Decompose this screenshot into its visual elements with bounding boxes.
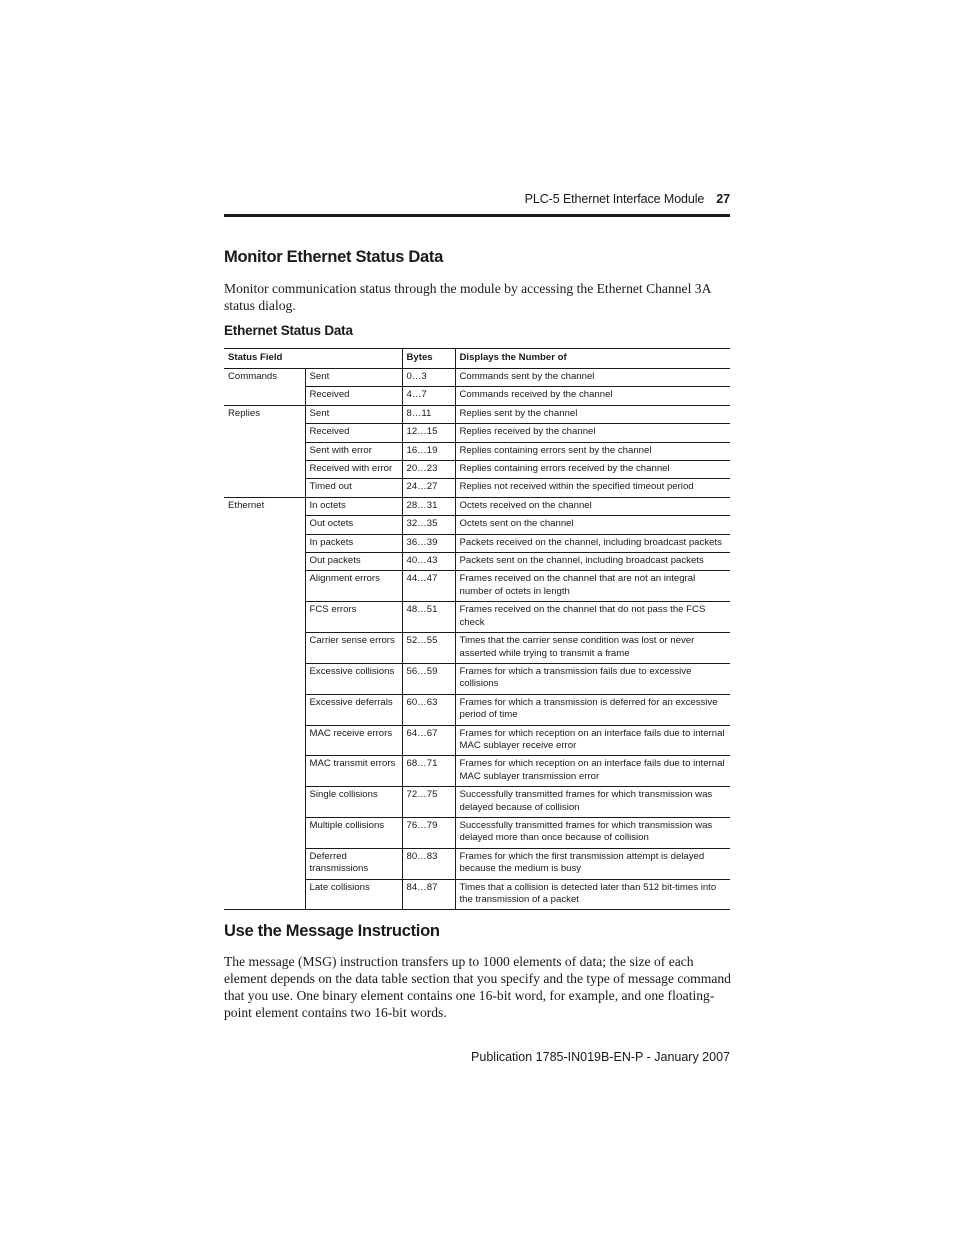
column-header-status-field: Status Field (224, 349, 402, 369)
field-cell: Single collisions (305, 787, 402, 818)
bytes-cell: 28…31 (402, 497, 455, 515)
bytes-cell: 12…15 (402, 424, 455, 442)
description-cell: Replies not received within the specified timeout period (455, 479, 730, 497)
field-cell: Alignment errors (305, 571, 402, 602)
column-header-bytes: Bytes (402, 349, 455, 369)
field-cell: MAC transmit errors (305, 756, 402, 787)
bytes-cell: 16…19 (402, 442, 455, 460)
bytes-cell: 68…71 (402, 756, 455, 787)
description-cell: Times that the carrier sense condition was lost or never asserted while trying to transmit a frame (455, 633, 730, 664)
field-cell: Multiple collisions (305, 817, 402, 848)
field-cell: Sent (305, 369, 402, 387)
description-cell: Frames for which a transmission is deferred for an excessive period of time (455, 694, 730, 725)
description-cell: Frames for which reception on an interface fails due to internal MAC sublayer transmission error (455, 756, 730, 787)
bytes-cell: 80…83 (402, 848, 455, 879)
description-cell: Commands sent by the channel (455, 369, 730, 387)
description-cell: Octets sent on the channel (455, 516, 730, 534)
description-cell: Octets received on the channel (455, 497, 730, 515)
description-cell: Replies received by the channel (455, 424, 730, 442)
bytes-cell: 8…11 (402, 405, 455, 423)
bytes-cell: 64…67 (402, 725, 455, 756)
field-cell: Timed out (305, 479, 402, 497)
description-cell: Frames for which reception on an interface fails due to internal MAC sublayer receive error (455, 725, 730, 756)
field-cell: Received with error (305, 461, 402, 479)
bytes-cell: 40…43 (402, 553, 455, 571)
group-cell: Replies (224, 405, 305, 497)
description-cell: Packets received on the channel, including broadcast packets (455, 534, 730, 552)
description-cell: Frames for which the first transmission attempt is delayed because the medium is busy (455, 848, 730, 879)
bytes-cell: 60…63 (402, 694, 455, 725)
description-cell: Replies sent by the channel (455, 405, 730, 423)
bytes-cell: 84…87 (402, 879, 455, 910)
field-cell: Out packets (305, 553, 402, 571)
description-cell: Successfully transmitted frames for which transmission was delayed more than once because of collision (455, 817, 730, 848)
field-cell: Received (305, 424, 402, 442)
field-cell: Excessive deferrals (305, 694, 402, 725)
bytes-cell: 72…75 (402, 787, 455, 818)
bytes-cell: 32…35 (402, 516, 455, 534)
bytes-cell: 20…23 (402, 461, 455, 479)
page-number: 27 (716, 192, 730, 206)
running-header (525, 192, 730, 206)
field-cell: In octets (305, 497, 402, 515)
bytes-cell: 4…7 (402, 387, 455, 405)
description-cell: Frames for which a transmission fails due to excessive collisions (455, 663, 730, 694)
bytes-cell: 24…27 (402, 479, 455, 497)
bytes-cell: 48…51 (402, 602, 455, 633)
bytes-cell: 76…79 (402, 817, 455, 848)
bytes-cell: 56…59 (402, 663, 455, 694)
field-cell: Sent with error (305, 442, 402, 460)
field-cell: In packets (305, 534, 402, 552)
field-cell: Excessive collisions (305, 663, 402, 694)
description-cell: Successfully transmitted frames for which transmission was delayed because of collision (455, 787, 730, 818)
field-cell: Late collisions (305, 879, 402, 910)
section-paragraph-monitor: Monitor communication status through the module by accessing the Ethernet Channel 3A status dialog. (224, 281, 711, 313)
field-cell: Received (305, 387, 402, 405)
section-heading-monitor: Monitor Ethernet Status Data (224, 248, 443, 266)
field-cell: FCS errors (305, 602, 402, 633)
bytes-cell: 0…3 (402, 369, 455, 387)
field-cell: Deferred transmissions (305, 848, 402, 879)
group-cell: Ethernet (224, 497, 305, 910)
field-cell: Carrier sense errors (305, 633, 402, 664)
field-cell: Out octets (305, 516, 402, 534)
description-cell: Frames received on the channel that do not pass the FCS check (455, 602, 730, 633)
field-cell: MAC receive errors (305, 725, 402, 756)
description-cell: Replies containing errors received by the channel (455, 461, 730, 479)
table-row (224, 405, 730, 423)
column-header-description: Displays the Number of (455, 349, 730, 369)
table-header-row (224, 349, 730, 369)
description-cell: Commands received by the channel (455, 387, 730, 405)
bytes-cell: 52…55 (402, 633, 455, 664)
description-cell: Packets sent on the channel, including broadcast packets (455, 553, 730, 571)
publication-footer: Publication 1785-IN019B-EN-P - January 2007 (471, 1050, 730, 1064)
section-paragraph-message-instruction: The message (MSG) instruction transfers up to 1000 elements of data; the size of each element depends on the data table section that you specify and the type of message command that you use. One binary element contains one 16-bit word, for example, and one floating-point element contains two 16-bit words. (224, 954, 731, 1020)
table-row (224, 497, 730, 515)
table-row (224, 369, 730, 387)
description-cell: Replies containing errors sent by the channel (455, 442, 730, 460)
description-cell: Times that a collision is detected later than 512 bit-times into the transmission of a packet (455, 879, 730, 910)
header-rule (224, 214, 730, 217)
running-header-title: PLC-5 Ethernet Interface Module (524, 192, 705, 206)
field-cell: Sent (305, 405, 402, 423)
table-body (224, 369, 730, 910)
bytes-cell: 44…47 (402, 571, 455, 602)
section-heading-message-instruction: Use the Message Instruction (224, 922, 440, 940)
table-title: Ethernet Status Data (224, 323, 353, 338)
group-cell: Commands (224, 369, 305, 406)
bytes-cell: 36…39 (402, 534, 455, 552)
ethernet-status-table (224, 348, 730, 910)
description-cell: Frames received on the channel that are not an integral number of octets in length (455, 571, 730, 602)
